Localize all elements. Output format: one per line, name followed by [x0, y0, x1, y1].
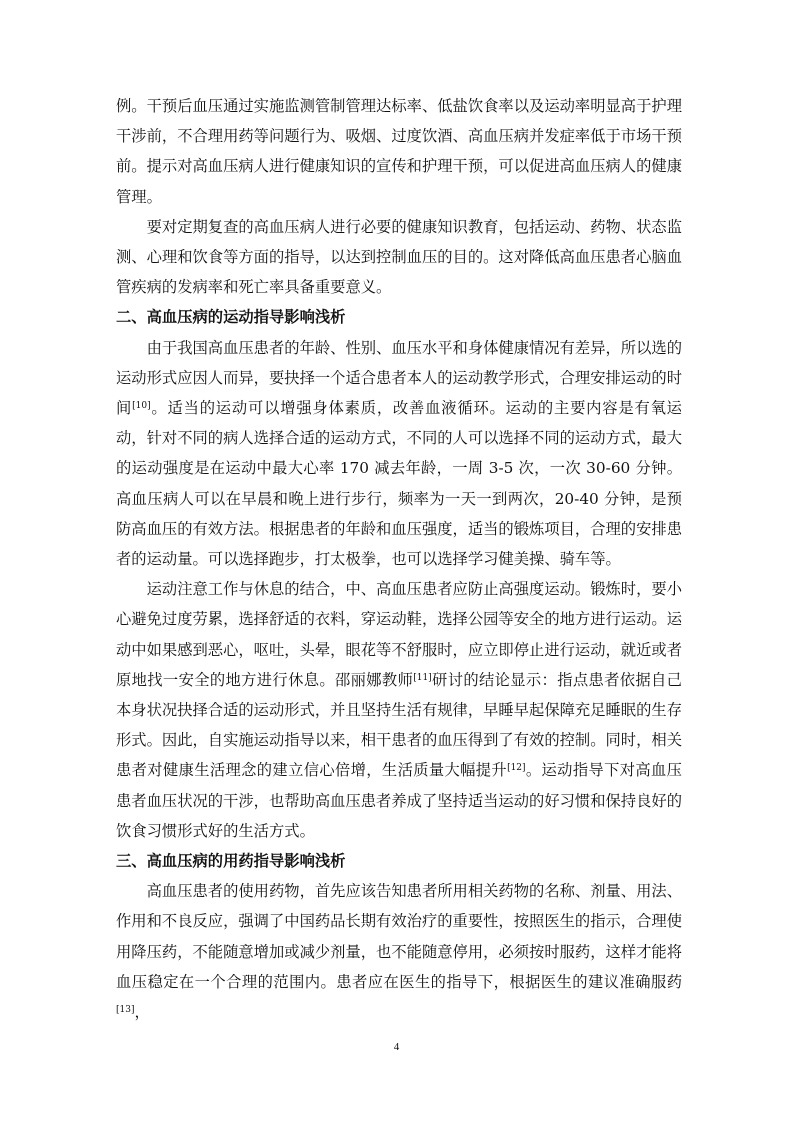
citation: [13] — [116, 1005, 135, 1016]
paragraph — [116, 333, 682, 575]
citation: [11] — [413, 672, 432, 683]
section-heading: 二、高血压病的运动指导影响浅析 — [116, 308, 346, 327]
paragraph — [116, 876, 682, 1027]
paragraph: 要对定期复查的高血压病人进行必要的健康知识教育，包括运动、药物、状态监测、心理和饮食等方面的指导，以达到控制血压的目的。这对降低高血压患者心脑血管疾病的发病率和死亡率具备重要意义。 — [116, 217, 682, 297]
citation: [12] — [507, 763, 526, 774]
document-body — [116, 91, 682, 1027]
paragraph-text: 高血压患者的使用药物，首先应该告知患者所用相关药物的名称、剂量、用法、作用和不良反应，强调了中国药品长期有效治疗的重要性，按照医生的指示，合理使用降压药，不能随意增加或减少剂量，也不能随意停用，必须按时服药，这样才能将血压稳定在一个合理的范围内。患者应在医生的指导下，根据医生的建议准确服药 — [116, 882, 682, 991]
paragraph-text: 运动注意工作与休息的结合，中、高血压患者应防止高强度运动。锻炼时，要小心避免过度劳累，选择舒适的衣料，穿运动鞋，选择公园等安全的地方进行运动。运动中如果感到恶心，呕吐，头晕，眼花等不舒服时，应立即停止进行运动，就近或者原地找一安全的地方进行休息。邵丽娜教师 — [116, 580, 682, 689]
paragraph-text: 由于我国高血压患者的年龄、性别、血压水平和身体健康情况有差异，所以选的运动形式应因人而异，要抉择一个适合患者本人的运动教学形式，合理安排运动的时间 — [116, 338, 682, 418]
paragraph-text: ， — [134, 1003, 150, 1022]
paragraph — [116, 574, 682, 846]
paragraph: 例。干预后血压通过实施监测管制管理达标率、低盐饮食率以及运动率明显高于护理干涉前，不合理用药等问题行为、吸烟、过度饮酒、高血压病并发症率低于市场干预前。提示对高血压病人进行健康知识的宣传和护理干预，可以促进高血压病人的健康管理。 — [116, 97, 682, 206]
paragraph-text: 。适当的运动可以增强身体素质，改善血液循环。运动的主要内容是有氧运动，针对不同的病人选择合适的运动方式，不同的人可以选择不同的运动方式，最大的运动强度是在运动中最大心率 170 减去年龄，一周 3-5 次，一次 30-60 分钟。高血压病人可以在早晨和晚上进行步行，频率为一天一到两次，20-40 分钟，是预防高血压的有效方法。根据患者的年龄和血压强度，适当的锻炼项目，合理的安排患者的运动量。可以选择跑步，打太极拳，也可以选择学习健美操、骑车等。 — [116, 399, 682, 569]
page-number: 4 — [393, 1041, 400, 1053]
citation: [10] — [132, 401, 151, 412]
section-heading: 三、高血压病的用药指导影响浅析 — [116, 852, 346, 871]
paragraph-text: 。运动指导下对高血压患者血压状况的干涉，也帮助高血压患者养成了坚持适当运动的好习惯和保持良好的饮食习惯形式好的生活方式。 — [116, 761, 682, 840]
paragraph-text: 研讨的结论显示：指点患者依据自己本身状况抉择合适的运动形式，并且坚持生活有规律，早睡早起保障充足睡眠的生存形式。因此，自实施运动指导以来，相干患者的血压得到了有效的控制。同时，相关患者对健康生活理念的建立信心倍增，生活质量大幅提升 — [116, 670, 682, 780]
